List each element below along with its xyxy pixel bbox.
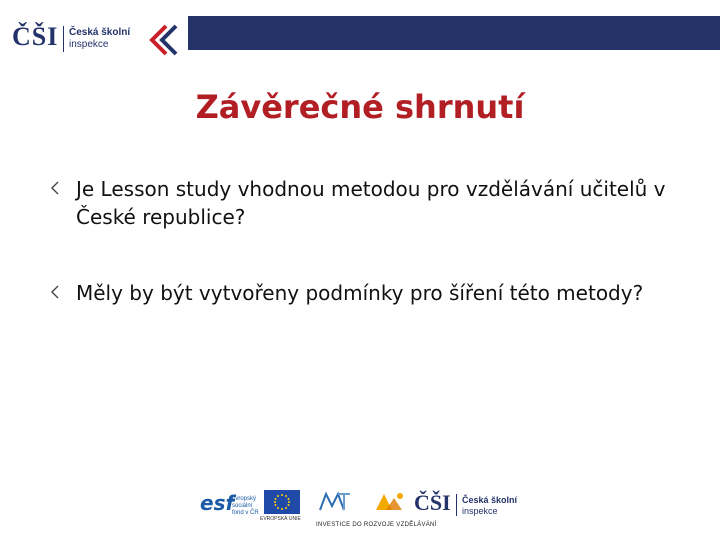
logo-line-1: Česká školní [69, 27, 131, 38]
investment-slogan: INVESTICE DO ROZVOJE VZDĚLÁVÁNÍ [316, 522, 437, 528]
footer-csi-line-1: Česká školní [462, 495, 518, 505]
esf-mark: esf [200, 491, 235, 515]
bullet-item [50, 279, 690, 307]
csi-logo [0, 10, 188, 54]
logo-abbreviation: ČŠI [12, 22, 59, 51]
logo-divider [63, 26, 64, 52]
bullet-text: Je Lesson study vhodnou metodou pro vzdělávání učitelů v České republice? [76, 177, 666, 229]
eu-caption: EVROPSKÁ UNIE [260, 516, 301, 522]
chevron-left-icon [50, 285, 60, 299]
logo-line-2: inspekce [69, 39, 109, 50]
eu-flag-icon [264, 490, 300, 514]
logo-text [69, 27, 130, 51]
op-vk-logo-icon [370, 488, 410, 520]
bullet-item [50, 175, 690, 231]
footer-csi-line-2: inspekce [462, 506, 498, 516]
bullet-text: Měly by být vytvořeny podmínky pro šíření této metody? [76, 281, 644, 305]
slide-title: Závěrečné shrnutí [195, 88, 525, 126]
footer-csi-abbreviation: ČŠI [414, 490, 451, 515]
msmt-logo-icon [316, 488, 356, 516]
bullet-list [50, 175, 690, 355]
esf-caption: evropský sociální fond v ČR [232, 496, 259, 516]
chevrons-icon [140, 22, 184, 58]
footer-csi-divider [456, 494, 457, 516]
footer-csi-text [462, 495, 517, 517]
footer-logos [198, 488, 528, 528]
chevron-left-icon [50, 181, 60, 195]
esf-logo [198, 490, 258, 522]
